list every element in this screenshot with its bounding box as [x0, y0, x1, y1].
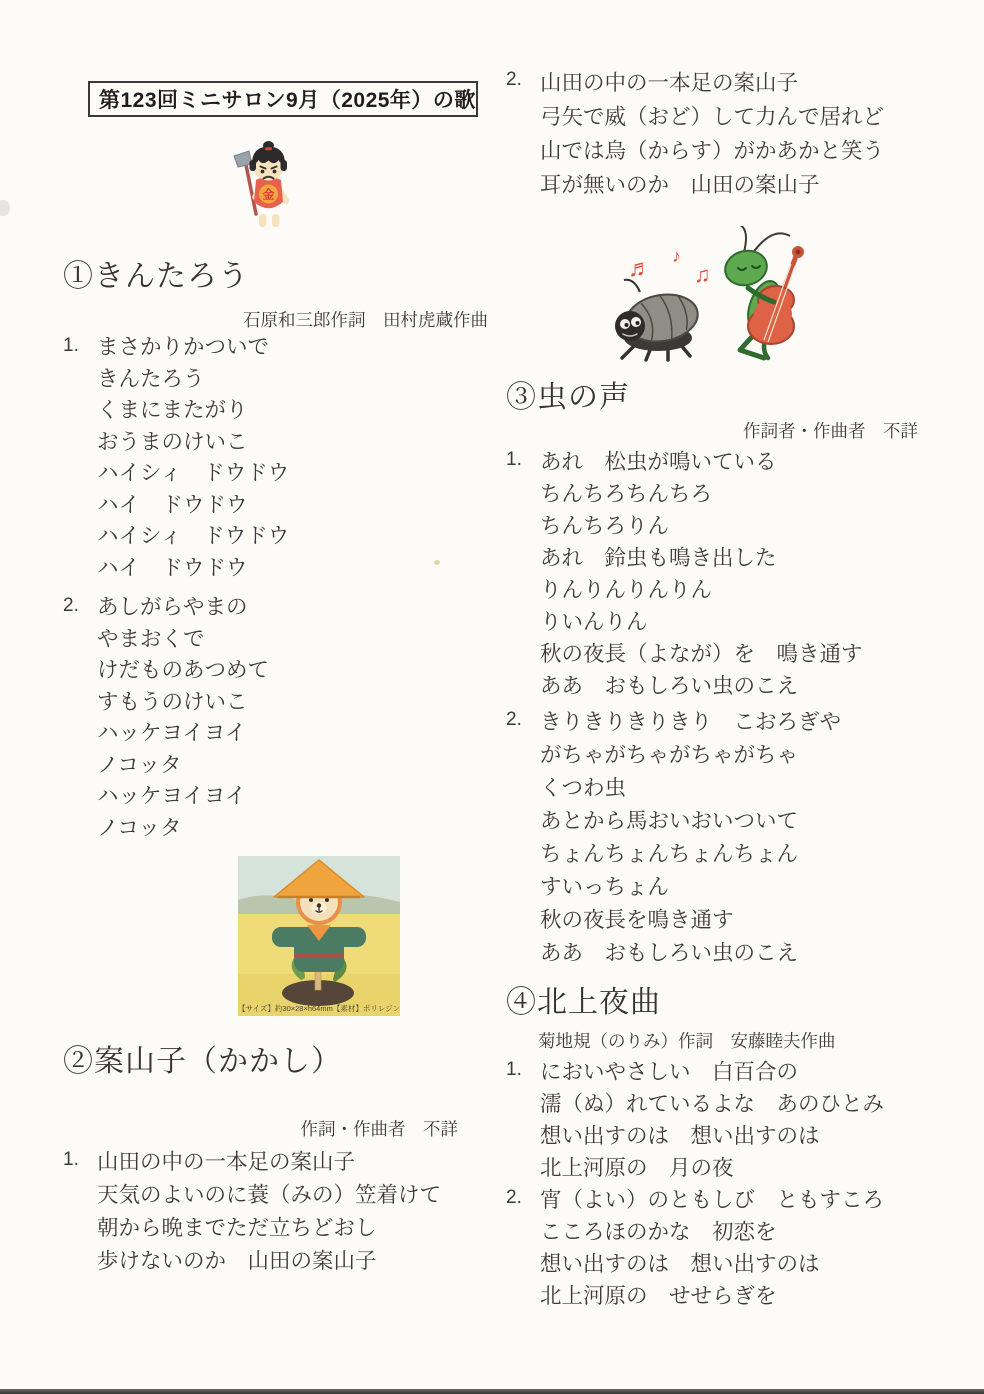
lyric-line: ちょんちょんちょんちょん [540, 842, 799, 866]
song-heading-kitakami: ④北上夜曲 [506, 986, 661, 1019]
lyric-line: 歩けないのか 山田の案山子 [97, 1249, 377, 1273]
lyric-line: ああ おもしろい虫のこえ [540, 941, 799, 965]
lyric-line: りんりんりんりん [540, 578, 713, 602]
lyric-line: ハッケヨイヨイ [97, 721, 247, 745]
lyric-line: 濡（ぬ）れているよな あのひとみ [540, 1092, 885, 1116]
verse-mushinokoe-2 [506, 706, 841, 970]
verse-kitakami-1 [506, 1056, 884, 1184]
lyric-line: 想い出すのは 想い出すのは [540, 1252, 820, 1276]
music-note-icon: ♬ [628, 255, 652, 282]
lyric-line: すいっちょん [540, 875, 670, 899]
grasshopper-cello-figure [722, 226, 804, 358]
music-note-icon: ♫ [694, 262, 711, 287]
lyric-line: こころほのかな 初恋を [540, 1220, 777, 1244]
lyric-line: ハイ ドウドウ [97, 555, 248, 580]
verse-kakashi-2 [506, 66, 884, 202]
song-credit-kakashi: 作詞・作曲者 不詳 [300, 1119, 458, 1139]
lyric-line: りいんりん [540, 610, 648, 634]
verse-number: 2. [506, 709, 522, 730]
scarecrow-photo [238, 856, 400, 1016]
lyric-line: ノコッタ [97, 815, 182, 840]
kintaro-bib-kanji: 金 [262, 187, 275, 202]
lyric-line: あれ 鈴虫も鳴き出した [540, 546, 777, 570]
verse-kakashi-1 [63, 1146, 441, 1278]
song-credit-kitakami: 菊地規（のりみ）作詞 安藤睦夫作曲 [538, 1031, 836, 1051]
lyric-line: 宵（よい）のともしび ともすころ [540, 1188, 885, 1212]
lyric-line: きんたろう [97, 366, 205, 391]
lyric-line: きりきりきりきり こおろぎや [540, 710, 842, 734]
lyric-line: 天気のよいのに蓑（みの）笠着けて [97, 1183, 442, 1207]
lyric-line: 秋の夜長（よなが）を 鳴き通す [540, 642, 863, 666]
verse-kitakami-2 [506, 1184, 884, 1312]
lyric-line: くまにまたがり [97, 398, 248, 422]
music-note-icon: ♪ [672, 246, 681, 266]
beetle-figure [615, 280, 701, 360]
lyric-line: ちんちろちんちろ [540, 482, 713, 506]
scan-edge-shadow [0, 1389, 984, 1394]
lyric-line: ハイ ドウドウ [97, 492, 248, 517]
verse-mushinokoe-1 [506, 446, 863, 702]
lyric-line: けだものあつめて [97, 658, 270, 682]
lyric-line: 想い出すのは 想い出すのは [540, 1124, 820, 1148]
lyric-line: 耳が無いのか 山田の案山子 [540, 173, 820, 197]
lyric-line: 山田の中の一本足の案山子 [540, 71, 799, 95]
song-heading-kintarou: ①きんたろう [63, 260, 249, 293]
lyric-line: ハイシィ ドウドウ [97, 461, 290, 485]
verse-number: 2. [506, 1187, 522, 1208]
lyric-line: 朝から晩までただ立ちどおし [97, 1216, 377, 1240]
verse-kintarou-2 [63, 592, 269, 844]
page-title: 第123回ミニサロン9月（2025年）の歌 [88, 81, 478, 117]
lyric-line: においやさしい 白百合の [540, 1060, 799, 1084]
lyric-line: 山田の中の一本足の案山子 [97, 1150, 356, 1174]
insects-music-illustration [592, 226, 832, 366]
verse-number: 2. [63, 595, 79, 616]
lyric-line: 秋の夜長を鳴き通す [540, 908, 734, 932]
kintaro-illustration [228, 139, 308, 233]
song-credit-mushinokoe: 作詞者・作曲者 不詳 [743, 421, 918, 441]
lyric-line: あとから馬おいおいついて [540, 809, 799, 833]
lyric-line: 山では烏（からす）がかあかと笑う [540, 139, 885, 163]
song-heading-mushinokoe: ③虫の声 [506, 381, 630, 414]
lyric-line: くつわ虫 [540, 776, 627, 800]
song-heading-kakashi: ②案山子（かかし） [63, 1045, 342, 1078]
scan-speck [434, 560, 440, 565]
scan-smudge [0, 200, 10, 216]
verse-number: 1. [63, 335, 79, 356]
verse-number: 2. [506, 69, 522, 90]
lyric-line: あしがらやまの [97, 595, 248, 619]
verse-number: 1. [506, 449, 522, 470]
lyric-line: ハッケヨイヨイ [97, 784, 247, 808]
lyric-line: すもうのけいこ [97, 689, 248, 714]
lyric-line: 北上河原の 月の夜 [540, 1156, 734, 1180]
verse-number: 1. [506, 1059, 522, 1080]
lyric-line: ちんちろりん [540, 514, 670, 538]
lyric-line: あれ 松虫が鳴いている [540, 450, 777, 474]
song-credit-kintarou: 石原和三郎作詞 田村虎蔵作曲 [243, 310, 488, 330]
lyric-line: やまおくで [97, 626, 205, 651]
verse-kintarou-1 [63, 332, 289, 584]
lyric-line: ノコッタ [97, 752, 182, 777]
lyric-line: ああ おもしろい虫のこえ [540, 674, 799, 698]
lyric-line: がちゃがちゃがちゃがちゃ [540, 743, 799, 767]
lyric-line: ハイシィ ドウドウ [97, 524, 290, 548]
lyric-line: 北上河原の せせらぎを [540, 1284, 777, 1308]
lyric-line: まさかりかついで [97, 335, 270, 359]
verse-number: 1. [63, 1149, 79, 1170]
lyric-line: 弓矢で威（おど）して力んで居れど [540, 105, 885, 129]
lyric-line: おうまのけいこ [97, 429, 248, 454]
scarecrow-caption: 【サイズ】約30×28×h64mm【素材】ポリレジン [238, 1004, 400, 1013]
